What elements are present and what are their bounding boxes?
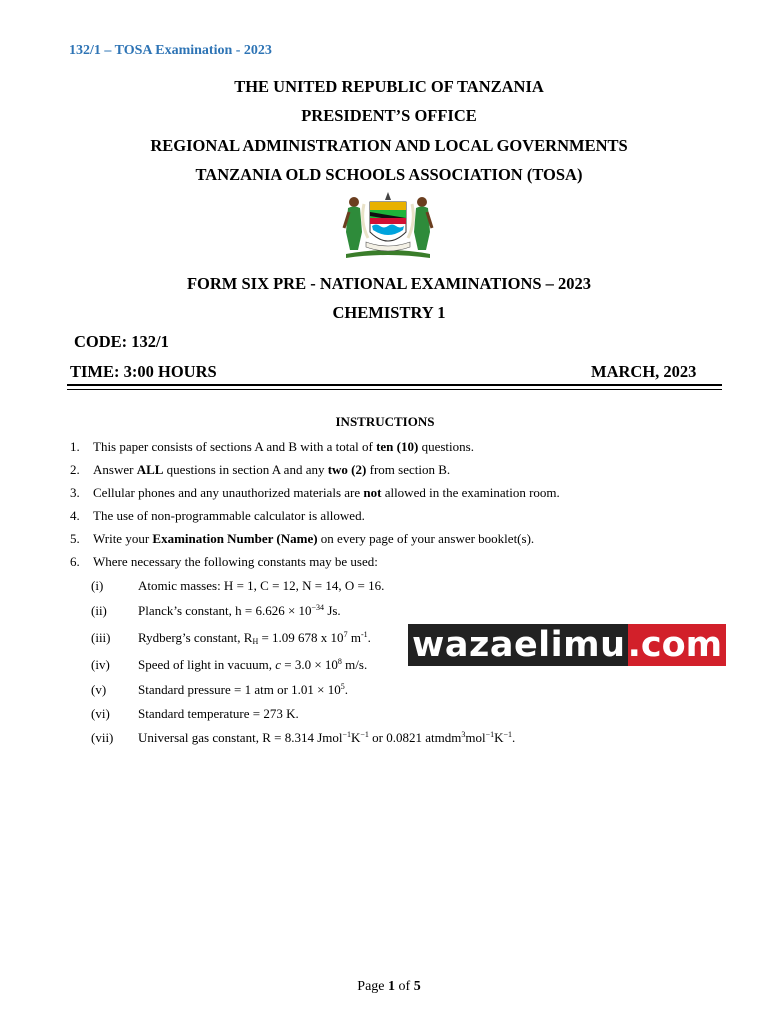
exam-date: MARCH, 2023 [591, 362, 697, 381]
instruction-text: Cellular phones and any unauthorized materials are not allowed in the examination room. [93, 485, 560, 500]
constant-numeral: (vi) [91, 706, 110, 721]
watermark-right: .com [628, 624, 727, 666]
instruction-number: 6. [70, 554, 80, 569]
constant-numeral: (ii) [91, 603, 107, 618]
watermark-banner [408, 624, 724, 666]
instruction-number: 1. [70, 439, 80, 454]
instruction-text: The use of non-programmable calculator is allowed. [93, 508, 365, 523]
authority-line-republic: THE UNITED REPUBLIC OF TANZANIA [234, 77, 544, 96]
constant-numeral: (iii) [91, 630, 111, 645]
instruction-text: This paper consists of sections A and B with a total of ten (10) questions. [93, 439, 474, 454]
instruction-number: 4. [70, 508, 80, 523]
authority-line-ralg: REGIONAL ADMINISTRATION AND LOCAL GOVERNMENTS [150, 136, 628, 155]
instruction-number: 3. [70, 485, 80, 500]
divider-thin [67, 389, 722, 390]
divider-thick [67, 384, 722, 386]
instruction-number: 2. [70, 462, 80, 477]
instruction-text: Write your Examination Number (Name) on every page of your answer booklet(s). [93, 531, 535, 546]
constant-text: Standard pressure = 1 atm or $1.01 \times 10^5$. [138, 682, 349, 697]
total-pages: 5 [413, 979, 421, 994]
instruction-text: Answer ALL questions in section A and any two (2) from section B. [93, 462, 451, 477]
constant-text: Atomic masses: H = 1, C = 12, N = 14, O = 16. [138, 578, 385, 593]
page-footer: Page 1 of 5 [357, 979, 421, 994]
watermark-left: wazaelimu [408, 624, 628, 666]
tanzania-coat-of-arms-icon [340, 192, 436, 264]
constant-text: Standard temperature = 273 K. [138, 706, 299, 721]
constant-text: Universal gas constant, R = 8.314 $Jmol^{-1}K^{-1}$ or 0.0821 $atmdm^3mol^{-1}K^{-1}$. [138, 730, 516, 745]
exam-time: TIME: 3:00 HOURS [70, 362, 217, 381]
current-page: 1 [388, 979, 396, 994]
constant-numeral: (iv) [91, 657, 110, 672]
paper-code: CODE: 132/1 [74, 332, 169, 351]
constant-numeral: (i) [91, 578, 104, 593]
authority-line-presidents-office: PRESIDENT’S OFFICE [301, 106, 477, 125]
constant-text: Speed of light in vacuum, $c = 3.0 \times 10^8$ m/s. [138, 657, 368, 672]
constant-text: Planck’s constant, $h = 6.626 \times 10^{-34}$ Js. [138, 603, 341, 618]
instructions-title: INSTRUCTIONS [335, 414, 435, 429]
constant-numeral: (v) [91, 682, 107, 697]
header-exam-code: 132/1 – TOSA Examination - 2023 [69, 43, 272, 58]
authority-line-tosa: TANZANIA OLD SCHOOLS ASSOCIATION (TOSA) [195, 165, 583, 184]
instruction-text: Where necessary the following constants may be used: [93, 554, 378, 569]
exam-title: FORM SIX PRE - NATIONAL EXAMINATIONS – 2023 [186, 274, 592, 293]
instruction-number: 5. [70, 531, 80, 546]
constant-numeral: (vii) [91, 730, 114, 745]
subject-title: CHEMISTRY 1 [332, 303, 446, 322]
constant-text: Rydberg’s constant, $R_H = 1.09$ 678 x $10^7$ $m^{-1}$. [138, 630, 371, 646]
